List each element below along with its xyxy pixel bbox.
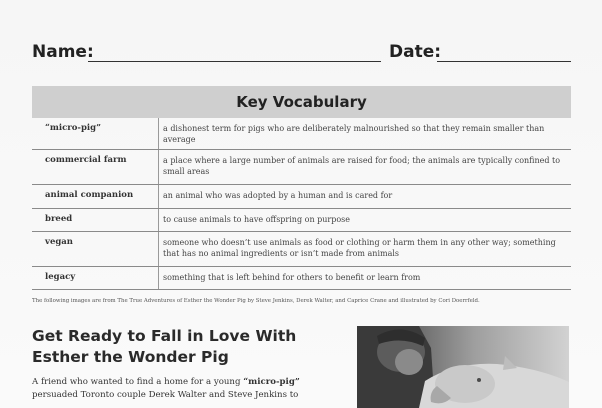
vocab-term: “micro-pig”	[45, 123, 101, 133]
vocabulary-title: Key Vocabulary	[32, 86, 571, 118]
name-line	[88, 61, 381, 62]
vocab-definition: something that is left behind for others to benefit or learn from	[163, 273, 421, 282]
vocab-definition: someone who doesn’t use animals as food or clothing or harm them in any other way; something that has no animal ingredients or isn’t made from animals	[163, 238, 556, 258]
vocab-definition: to cause animals to have offspring on purpose	[163, 215, 351, 224]
date-line	[437, 61, 571, 62]
vocab-row	[32, 209, 571, 232]
vocab-term: legacy	[45, 272, 76, 282]
date-label: Date:	[389, 42, 442, 62]
body-text-start: A friend who wanted to find a home for a young	[32, 377, 244, 387]
vocab-definition: a dishonest term for pigs who are deliberately malnourished so that they remain smaller than average	[163, 124, 545, 144]
column-divider	[158, 118, 159, 149]
photo-illustration	[357, 326, 569, 408]
vocab-row	[32, 232, 571, 267]
vocab-term: animal companion	[45, 190, 134, 200]
column-divider	[158, 209, 159, 231]
body-term: “micro-pig”	[243, 377, 300, 387]
column-divider	[158, 185, 159, 208]
column-divider	[158, 232, 159, 266]
vocab-term: breed	[45, 214, 73, 224]
vocab-row	[32, 267, 571, 290]
body-text-end: persuaded Toronto couple Derek Walter and Steve Jenkins to	[32, 390, 299, 400]
column-divider	[158, 267, 159, 289]
vocab-row	[32, 118, 571, 150]
image-credit: The following images are from The True Adventures of Esther the Wonder Pig by Steve Jenkins, Derek Walter, and Caprice Crane and illustrated by Cori Doerrfeld.	[32, 298, 480, 304]
article-body	[32, 376, 332, 402]
name-date-row	[0, 42, 602, 66]
vocab-definition: a place where a large number of animals are raised for food; the animals are typically confined to small areas	[163, 156, 561, 176]
vocab-term: commercial farm	[45, 155, 127, 165]
vocab-definition: an animal who was adopted by a human and is cared for	[163, 191, 393, 200]
vocab-row	[32, 150, 571, 185]
esther-photo	[357, 326, 569, 408]
vocab-term: vegan	[45, 237, 73, 247]
article-title: Get Ready to Fall in Love With Esther the Wonder Pig	[32, 327, 297, 366]
column-divider	[158, 150, 159, 184]
name-label: Name:	[32, 42, 94, 62]
key-vocabulary-table	[32, 86, 571, 290]
vocab-row	[32, 185, 571, 209]
